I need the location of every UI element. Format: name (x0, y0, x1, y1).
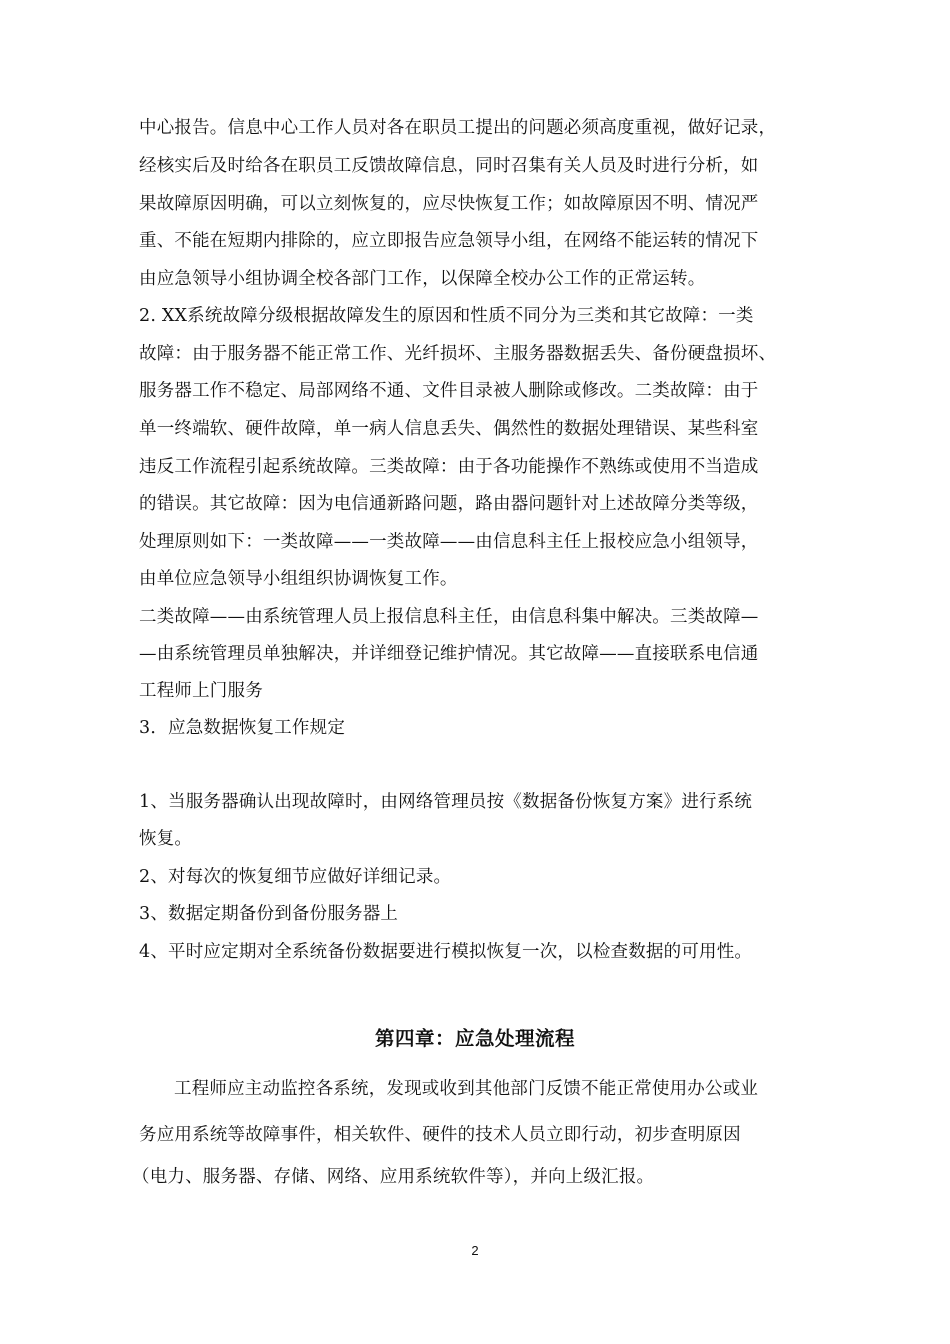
list-item: 4、平时应定期对全系统备份数据要进行模拟恢复一次，以检查数据的可用性。 (139, 942, 753, 962)
chapter-paragraph-line: （电力、服务器、存储、网络、应用系统软件等），并向上级汇报。 (132, 1167, 655, 1187)
text-line: —由系统管理员单独解决，并详细登记维护情况。其它故障——直接联系电信通 (139, 644, 759, 664)
chapter-paragraph-line: 工程师应主动监控各系统，发现或收到其他部门反馈不能正常使用办公或业 (174, 1079, 759, 1099)
list-item-continuation: 恢复。 (139, 829, 193, 849)
text-line: 处理原则如下：一类故障——一类故障——由信息科主任上报校应急小组领导， (139, 532, 759, 552)
text-line: 重、不能在短期内排除的，应立即报告应急领导小组，在网络不能运转的情况下 (139, 231, 759, 251)
list-item: 2、对每次的恢复细节应做好详细记录。 (139, 867, 452, 887)
text-line: 故障：由于服务器不能正常工作、光纤损坏、主服务器数据丢失、备份硬盘损坏、 (139, 344, 777, 364)
list-item: 1、当服务器确认出现故障时，由网络管理员按《数据备份恢复方案》进行系统 (139, 792, 753, 812)
text-line: 单一终端软、硬件故障，单一病人信息丢失、偶然性的数据处理错误、某些科室 (139, 419, 759, 439)
chapter-paragraph-line: 务应用系统等故障事件，相关软件、硬件的技术人员立即行动，初步查明原因 (139, 1125, 741, 1145)
text-line: 服务器工作不稳定、局部网络不通、文件目录被人删除或修改。二类故障：由于 (139, 381, 759, 401)
text-line: 违反工作流程引起系统故障。三类故障：由于各功能操作不熟练或使用不当造成 (139, 457, 759, 477)
text-line: 果故障原因明确，可以立刻恢复的，应尽快恢复工作；如故障原因不明、情况严 (139, 194, 759, 214)
section-heading: 3．应急数据恢复工作规定 (139, 718, 346, 738)
text-line: 的错误。其它故障：因为电信通新路问题，路由器问题针对上述故障分类等级， (139, 494, 759, 514)
list-item: 3、数据定期备份到备份服务器上 (139, 904, 399, 924)
chapter-title: 第四章：应急处理流程 (374, 1027, 575, 1050)
text-line: 由单位应急领导小组组织协调恢复工作。 (139, 569, 458, 589)
text-line: 经核实后及时给各在职员工反馈故障信息，同时召集有关人员及时进行分析，如 (139, 156, 759, 176)
text-line: 工程师上门服务 (139, 681, 263, 701)
text-line: 二类故障——由系统管理人员上报信息科主任，由信息科集中解决。三类故障— (139, 607, 759, 627)
page-number: 2 (471, 1243, 479, 1258)
text-line: 由应急领导小组协调全校各部门工作，以保障全校办公工作的正常运转。 (139, 269, 706, 289)
text-line: 2. XX系统故障分级根据故障发生的原因和性质不同分为三类和其它故障：一类 (139, 306, 754, 326)
text-line: 中心报告。信息中心工作人员对各在职员工提出的问题必须高度重视，做好记录， (139, 118, 777, 138)
